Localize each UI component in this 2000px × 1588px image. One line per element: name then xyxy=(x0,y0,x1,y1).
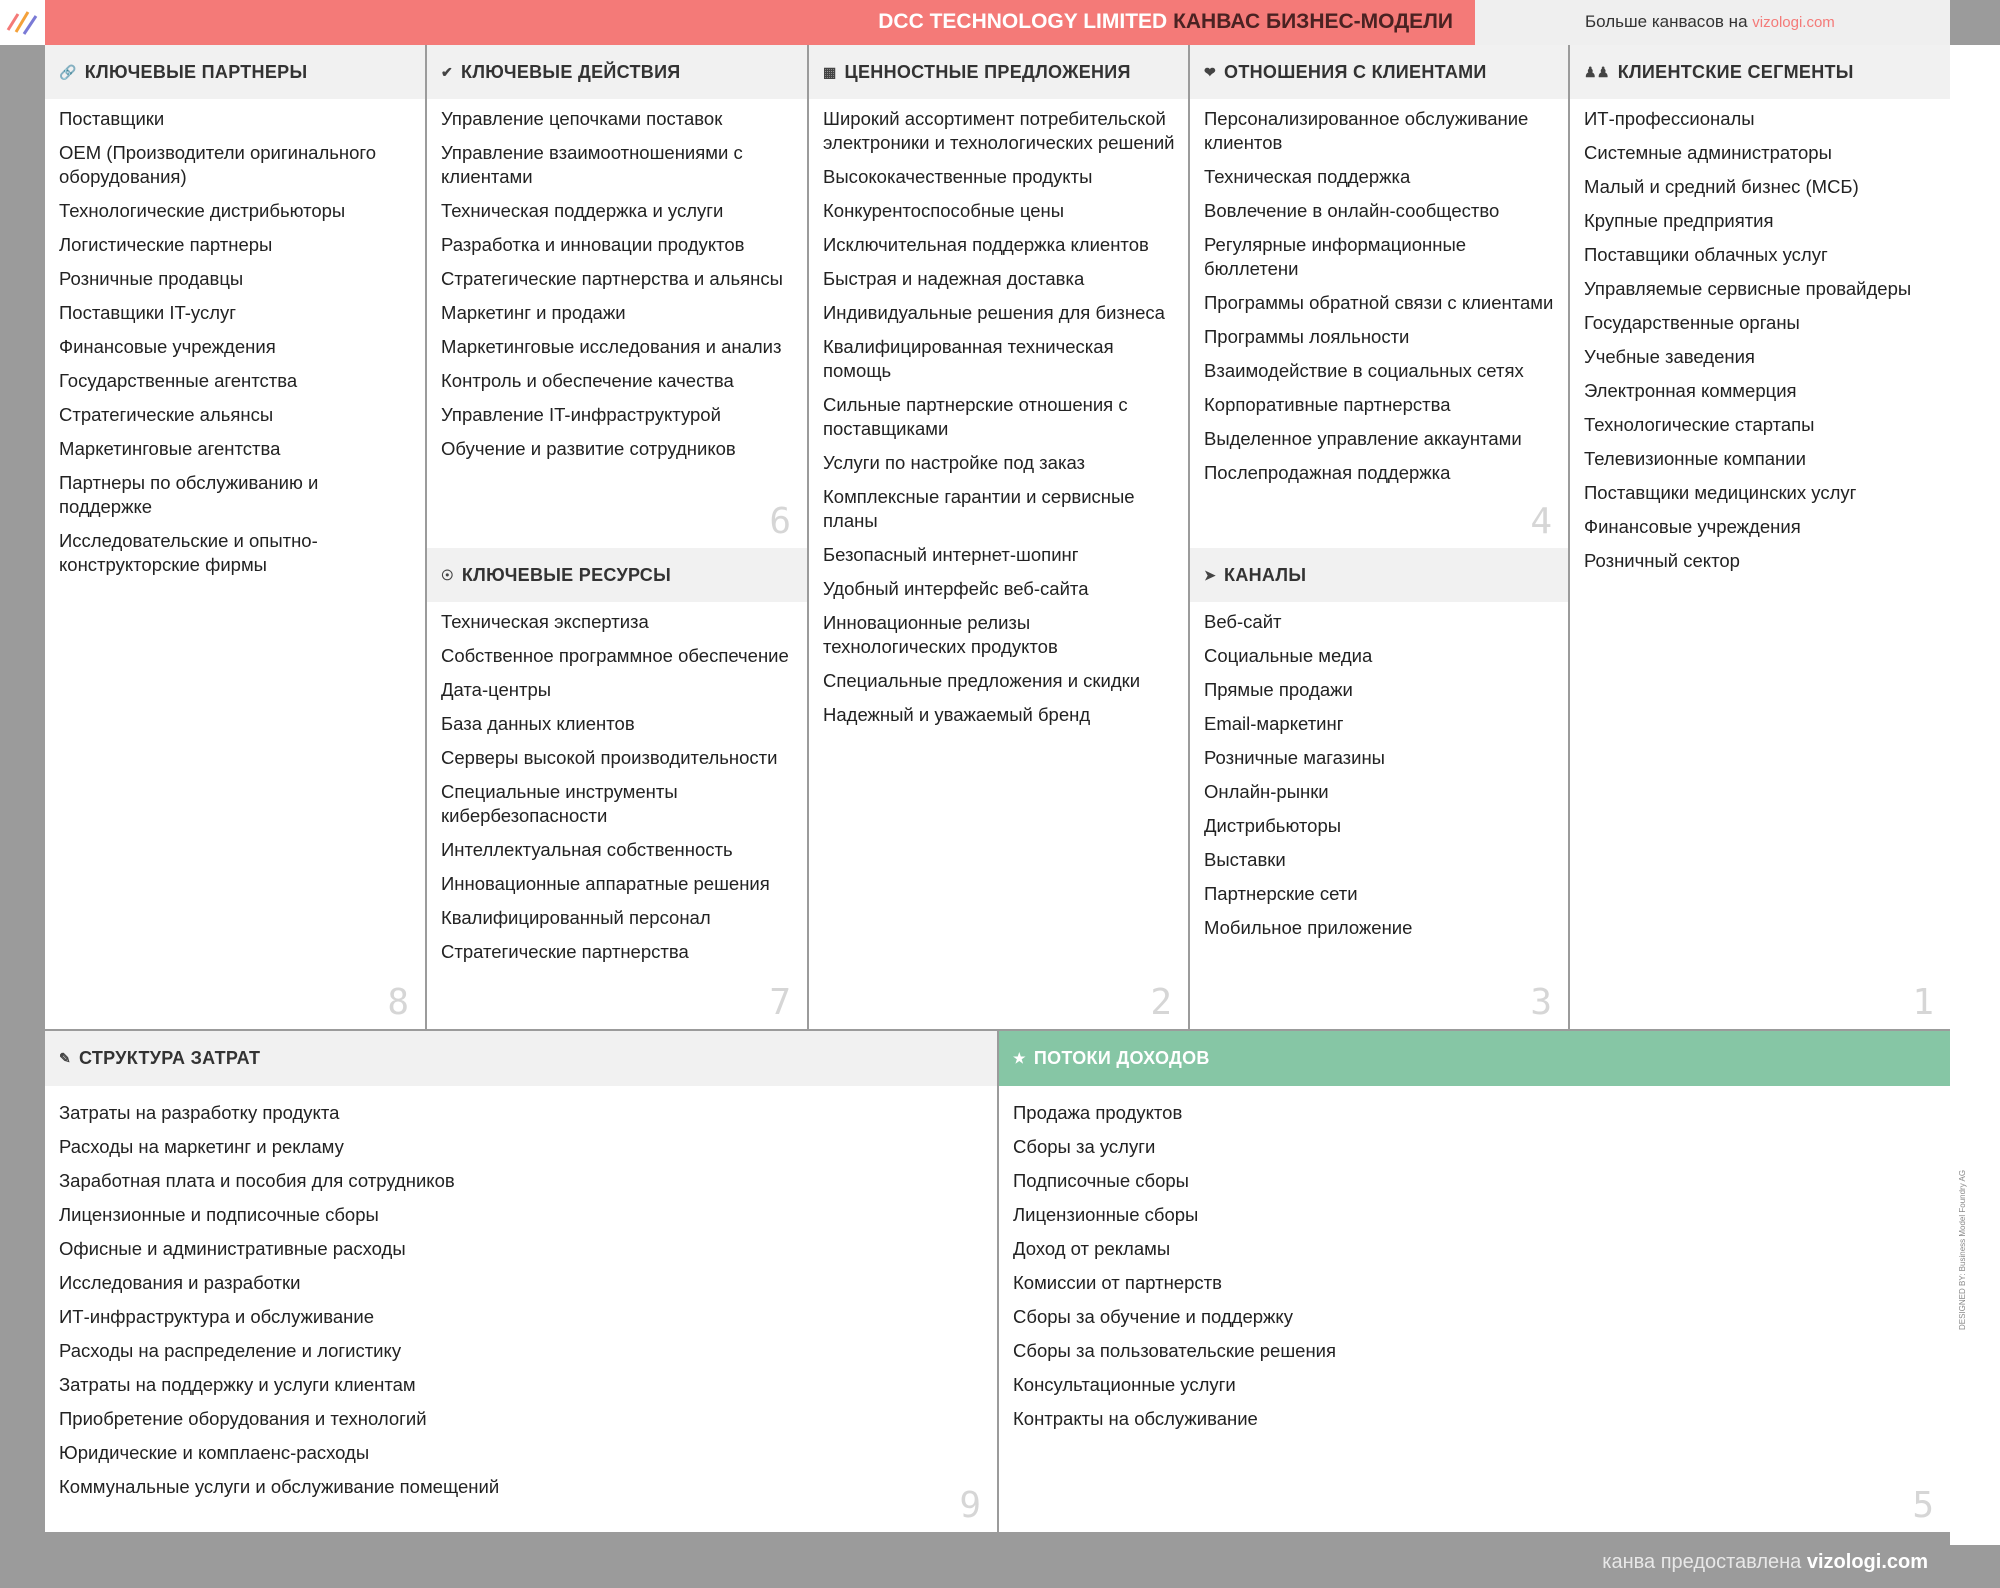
list-item: Доход от рекламы xyxy=(1013,1238,1171,1259)
list-item: Поставщики облачных услуг xyxy=(1584,244,1828,265)
list-item: Затраты на поддержку и услуги клиентам xyxy=(59,1374,416,1395)
list-item: Маркетинговые агентства xyxy=(59,438,281,459)
list-item: Программы обратной связи с клиентами xyxy=(1204,292,1554,313)
link-icon: 🔗 xyxy=(59,63,77,80)
block-number: 5 xyxy=(1912,1485,1934,1526)
list-item: Инновационные релизы технологических продуктов xyxy=(823,612,1058,657)
key-activities-list xyxy=(441,107,795,471)
list-item: Продажа продуктов xyxy=(1013,1102,1183,1123)
value-propositions-list xyxy=(823,107,1176,737)
list-item: Социальные медиа xyxy=(1204,645,1373,666)
users-icon: ♟♟ xyxy=(1584,63,1610,80)
block-number: 8 xyxy=(387,982,409,1023)
list-item: Управление IT-инфраструктурой xyxy=(441,404,721,425)
list-item: Финансовые учреждения xyxy=(59,336,276,357)
key-resources-header xyxy=(427,548,807,602)
list-item: Регулярные информационные бюллетени xyxy=(1204,234,1467,279)
list-item: Персонализированное обслуживание клиентов xyxy=(1204,108,1529,153)
more-canvases[interactable] xyxy=(1475,0,1950,45)
list-item: Вовлечение в онлайн-сообщество xyxy=(1204,200,1500,221)
list-item: Веб-сайт xyxy=(1204,611,1282,632)
list-item: Расходы на распределение и логистику xyxy=(59,1340,402,1361)
list-item: Электронная коммерция xyxy=(1584,380,1797,401)
cost-structure-title: СТРУКТУРА ЗАТРАТ xyxy=(79,1048,261,1068)
list-item: Надежный и уважаемый бренд xyxy=(823,704,1091,725)
key-partners-block xyxy=(45,45,425,1029)
list-item: Заработная плата и пособия для сотрудников xyxy=(59,1170,455,1191)
list-item: Поставщики xyxy=(59,108,165,129)
list-item: Выделенное управление аккаунтами xyxy=(1204,428,1522,449)
list-item: Управление цепочками поставок xyxy=(441,108,723,129)
channels-list xyxy=(1204,610,1556,950)
list-item: Индивидуальные решения для бизнеса xyxy=(823,302,1165,323)
list-item: Юридические и комплаенс-расходы xyxy=(59,1442,370,1463)
heart-icon: ❤ xyxy=(1204,63,1217,80)
list-item: Корпоративные партнерства xyxy=(1204,394,1451,415)
send-icon: ➤ xyxy=(1204,566,1217,583)
list-item: Исключительная поддержка клиентов xyxy=(823,234,1149,255)
list-item: ИТ-инфраструктура и обслуживание xyxy=(59,1306,375,1327)
list-item: Взаимодействие в социальных сетях xyxy=(1204,360,1524,381)
list-item: Техническая экспертиза xyxy=(441,611,649,632)
list-item: Квалифицированная техническая помощь xyxy=(823,336,1114,381)
list-item: Мобильное приложение xyxy=(1204,917,1413,938)
key-partners-title: КЛЮЧЕВЫЕ ПАРТНЕРЫ xyxy=(84,61,308,82)
block-number: 9 xyxy=(959,1485,981,1526)
block-number: 1 xyxy=(1912,982,1934,1023)
list-item: Маркетинг и продажи xyxy=(441,302,626,323)
list-item: Инновационные аппаратные решения xyxy=(441,873,770,894)
customer-relationships-block xyxy=(1190,45,1568,548)
list-item: Сборы за пользовательские решения xyxy=(1013,1340,1337,1361)
list-item: Серверы высокой производительности xyxy=(441,747,778,768)
channels-header xyxy=(1190,548,1568,602)
key-resources-title: КЛЮЧЕВЫЕ РЕСУРСЫ xyxy=(461,564,672,585)
list-item: Управление взаимоотношениями с клиентами xyxy=(441,142,743,187)
list-item: Сборы за услуги xyxy=(1013,1136,1156,1157)
block-number: 7 xyxy=(769,982,791,1023)
tag-icon: ✎ xyxy=(59,1050,72,1066)
canvas-header xyxy=(45,0,1475,45)
list-item: Логистические партнеры xyxy=(59,234,273,255)
list-item: Удобный интерфейс веб-сайта xyxy=(823,578,1089,599)
list-item: Программы лояльности xyxy=(1204,326,1410,347)
block-number: 6 xyxy=(769,501,791,542)
list-item: Партнеры по обслуживанию и поддержке xyxy=(59,472,319,517)
list-item: ИТ-профессионалы xyxy=(1584,108,1755,129)
cost-structure-list xyxy=(59,1101,985,1509)
customer-segments-title: КЛИЕНТСКИЕ СЕГМЕНТЫ xyxy=(1617,61,1854,82)
list-item: Партнерские сети xyxy=(1204,883,1358,904)
list-item: Малый и средний бизнес (МСБ) xyxy=(1584,176,1859,197)
list-item: Крупные предприятия xyxy=(1584,210,1774,231)
footer-text: канва предоставлена xyxy=(1602,1551,1802,1573)
list-item: Технологические стартапы xyxy=(1584,414,1815,435)
list-item: Собственное программное обеспечение xyxy=(441,645,789,666)
revenue-streams-block xyxy=(999,1031,1950,1532)
value-propositions-header xyxy=(809,45,1188,99)
list-item: Стратегические партнерства xyxy=(441,941,689,962)
list-item: Техническая поддержка xyxy=(1204,166,1411,187)
list-item: Исследовательские и опытно-конструкторские фирмы xyxy=(59,530,318,575)
list-item: Обучение и развитие сотрудников xyxy=(441,438,736,459)
revenue-streams-header xyxy=(999,1031,1950,1086)
company-name: DCC TECHNOLOGY LIMITED xyxy=(878,10,1168,33)
list-item: Квалифицированный персонал xyxy=(441,907,711,928)
list-item: Техническая поддержка и услуги xyxy=(441,200,724,221)
list-item: Телевизионные компании xyxy=(1584,448,1806,469)
list-item: Исследования и разработки xyxy=(59,1272,301,1293)
list-item: OEM (Производители оригинального оборудования) xyxy=(59,142,377,187)
value-propositions-title: ЦЕННОСТНЫЕ ПРЕДЛОЖЕНИЯ xyxy=(844,61,1131,82)
list-item: Стратегические альянсы xyxy=(59,404,274,425)
globe-icon: ☉ xyxy=(441,566,454,583)
list-item: Дистрибьюторы xyxy=(1204,815,1342,836)
key-activities-block xyxy=(427,45,807,548)
list-item: Системные администраторы xyxy=(1584,142,1832,163)
list-item: Интеллектуальная собственность xyxy=(441,839,733,860)
list-item: Дата-центры xyxy=(441,679,552,700)
list-item: Быстрая и надежная доставка xyxy=(823,268,1085,289)
block-number: 3 xyxy=(1530,982,1552,1023)
cost-structure-header xyxy=(45,1031,997,1086)
list-item: Поставщики IT-услуг xyxy=(59,302,237,323)
list-item: Сильные партнерские отношения с поставщиками xyxy=(823,394,1128,439)
list-item: Контракты на обслуживание xyxy=(1013,1408,1258,1429)
footer-credit[interactable] xyxy=(1602,1551,1928,1574)
customer-segments-header xyxy=(1570,45,1950,99)
key-partners-header xyxy=(45,45,425,99)
more-text: Больше канвасов на xyxy=(1585,12,1748,31)
key-resources-block xyxy=(427,548,807,1029)
customer-relationships-list xyxy=(1204,107,1556,495)
more-link[interactable]: vizologi.com xyxy=(1752,14,1835,31)
customer-relationships-title: ОТНОШЕНИЯ С КЛИЕНТАМИ xyxy=(1224,61,1487,82)
list-item: Сборы за обучение и поддержку xyxy=(1013,1306,1293,1327)
list-item: Государственные органы xyxy=(1584,312,1800,333)
list-item: Лицензионные и подписочные сборы xyxy=(59,1204,379,1225)
list-item: Учебные заведения xyxy=(1584,346,1755,367)
list-item: Приобретение оборудования и технологий xyxy=(59,1408,427,1429)
gift-icon: ▦ xyxy=(823,63,837,80)
list-item: Email-маркетинг xyxy=(1204,713,1344,734)
list-item: Технологические дистрибьюторы xyxy=(59,200,346,221)
list-item: Расходы на маркетинг и рекламу xyxy=(59,1136,344,1157)
value-propositions-block xyxy=(809,45,1188,1029)
list-item: Офисные и административные расходы xyxy=(59,1238,406,1259)
revenue-streams-list xyxy=(1013,1101,1938,1441)
list-item: Специальные инструменты кибербезопасности xyxy=(441,781,678,826)
list-item: Высококачественные продукты xyxy=(823,166,1093,187)
list-item: Управляемые сервисные провайдеры xyxy=(1584,278,1912,299)
list-item: Поставщики медицинских услуг xyxy=(1584,482,1857,503)
list-item: Консультационные услуги xyxy=(1013,1374,1236,1395)
list-item: Розничные продавцы xyxy=(59,268,244,289)
list-item: Контроль и обеспечение качества xyxy=(441,370,734,391)
key-activities-title: КЛЮЧЕВЫЕ ДЕЙСТВИЯ xyxy=(461,61,681,82)
list-item: Услуги по настройке под заказ xyxy=(823,452,1086,473)
key-resources-list xyxy=(441,610,795,974)
cost-structure-block xyxy=(45,1031,997,1532)
list-item: Специальные предложения и скидки xyxy=(823,670,1141,691)
list-item: Лицензионные сборы xyxy=(1013,1204,1199,1225)
list-item: Комплексные гарантии и сервисные планы xyxy=(823,486,1135,531)
list-item: Розничный сектор xyxy=(1584,550,1740,571)
list-item: Разработка и инновации продуктов xyxy=(441,234,745,255)
list-item: Конкурентоспособные цены xyxy=(823,200,1065,221)
list-item: Коммунальные услуги и обслуживание помещений xyxy=(59,1476,500,1497)
block-number: 4 xyxy=(1530,501,1552,542)
list-item: Выставки xyxy=(1204,849,1286,870)
list-item: Безопасный интернет-шопинг xyxy=(823,544,1079,565)
customer-segments-list xyxy=(1584,107,1938,583)
list-item: Государственные агентства xyxy=(59,370,298,391)
footer-link[interactable]: vizologi.com xyxy=(1806,1551,1928,1573)
list-item: Финансовые учреждения xyxy=(1584,516,1801,537)
list-item: Маркетинговые исследования и анализ xyxy=(441,336,782,357)
customer-relationships-header xyxy=(1190,45,1568,99)
list-item: Подписочные сборы xyxy=(1013,1170,1189,1191)
list-item: Розничные магазины xyxy=(1204,747,1385,768)
revenue-streams-title: ПОТОКИ ДОХОДОВ xyxy=(1033,1048,1210,1068)
check-icon: ✔ xyxy=(441,63,454,80)
list-item: Послепродажная поддержка xyxy=(1204,462,1451,483)
list-item: Онлайн-рынки xyxy=(1204,781,1329,802)
key-partners-list xyxy=(59,107,413,587)
list-item: База данных клиентов xyxy=(441,713,635,734)
list-item: Комиссии от партнерств xyxy=(1013,1272,1222,1293)
vizologi-logo[interactable] xyxy=(0,0,45,45)
list-item: Стратегические партнерства и альянсы xyxy=(441,268,783,289)
canvas-title: КАНВАС БИЗНЕС-МОДЕЛИ xyxy=(1173,10,1453,33)
list-item: Широкий ассортимент потребительской электроники и технологических решений xyxy=(823,108,1175,153)
credits-text: DESIGNED BY: Business Model Foundry AG xyxy=(1958,1169,1967,1330)
channels-title: КАНАЛЫ xyxy=(1224,564,1307,585)
star-icon: ★ xyxy=(1013,1050,1026,1066)
customer-segments-block xyxy=(1570,45,1950,1029)
list-item: Прямые продажи xyxy=(1204,679,1353,700)
list-item: Затраты на разработку продукта xyxy=(59,1102,340,1123)
key-activities-header xyxy=(427,45,807,99)
block-number: 2 xyxy=(1150,982,1172,1023)
channels-block xyxy=(1190,548,1568,1029)
